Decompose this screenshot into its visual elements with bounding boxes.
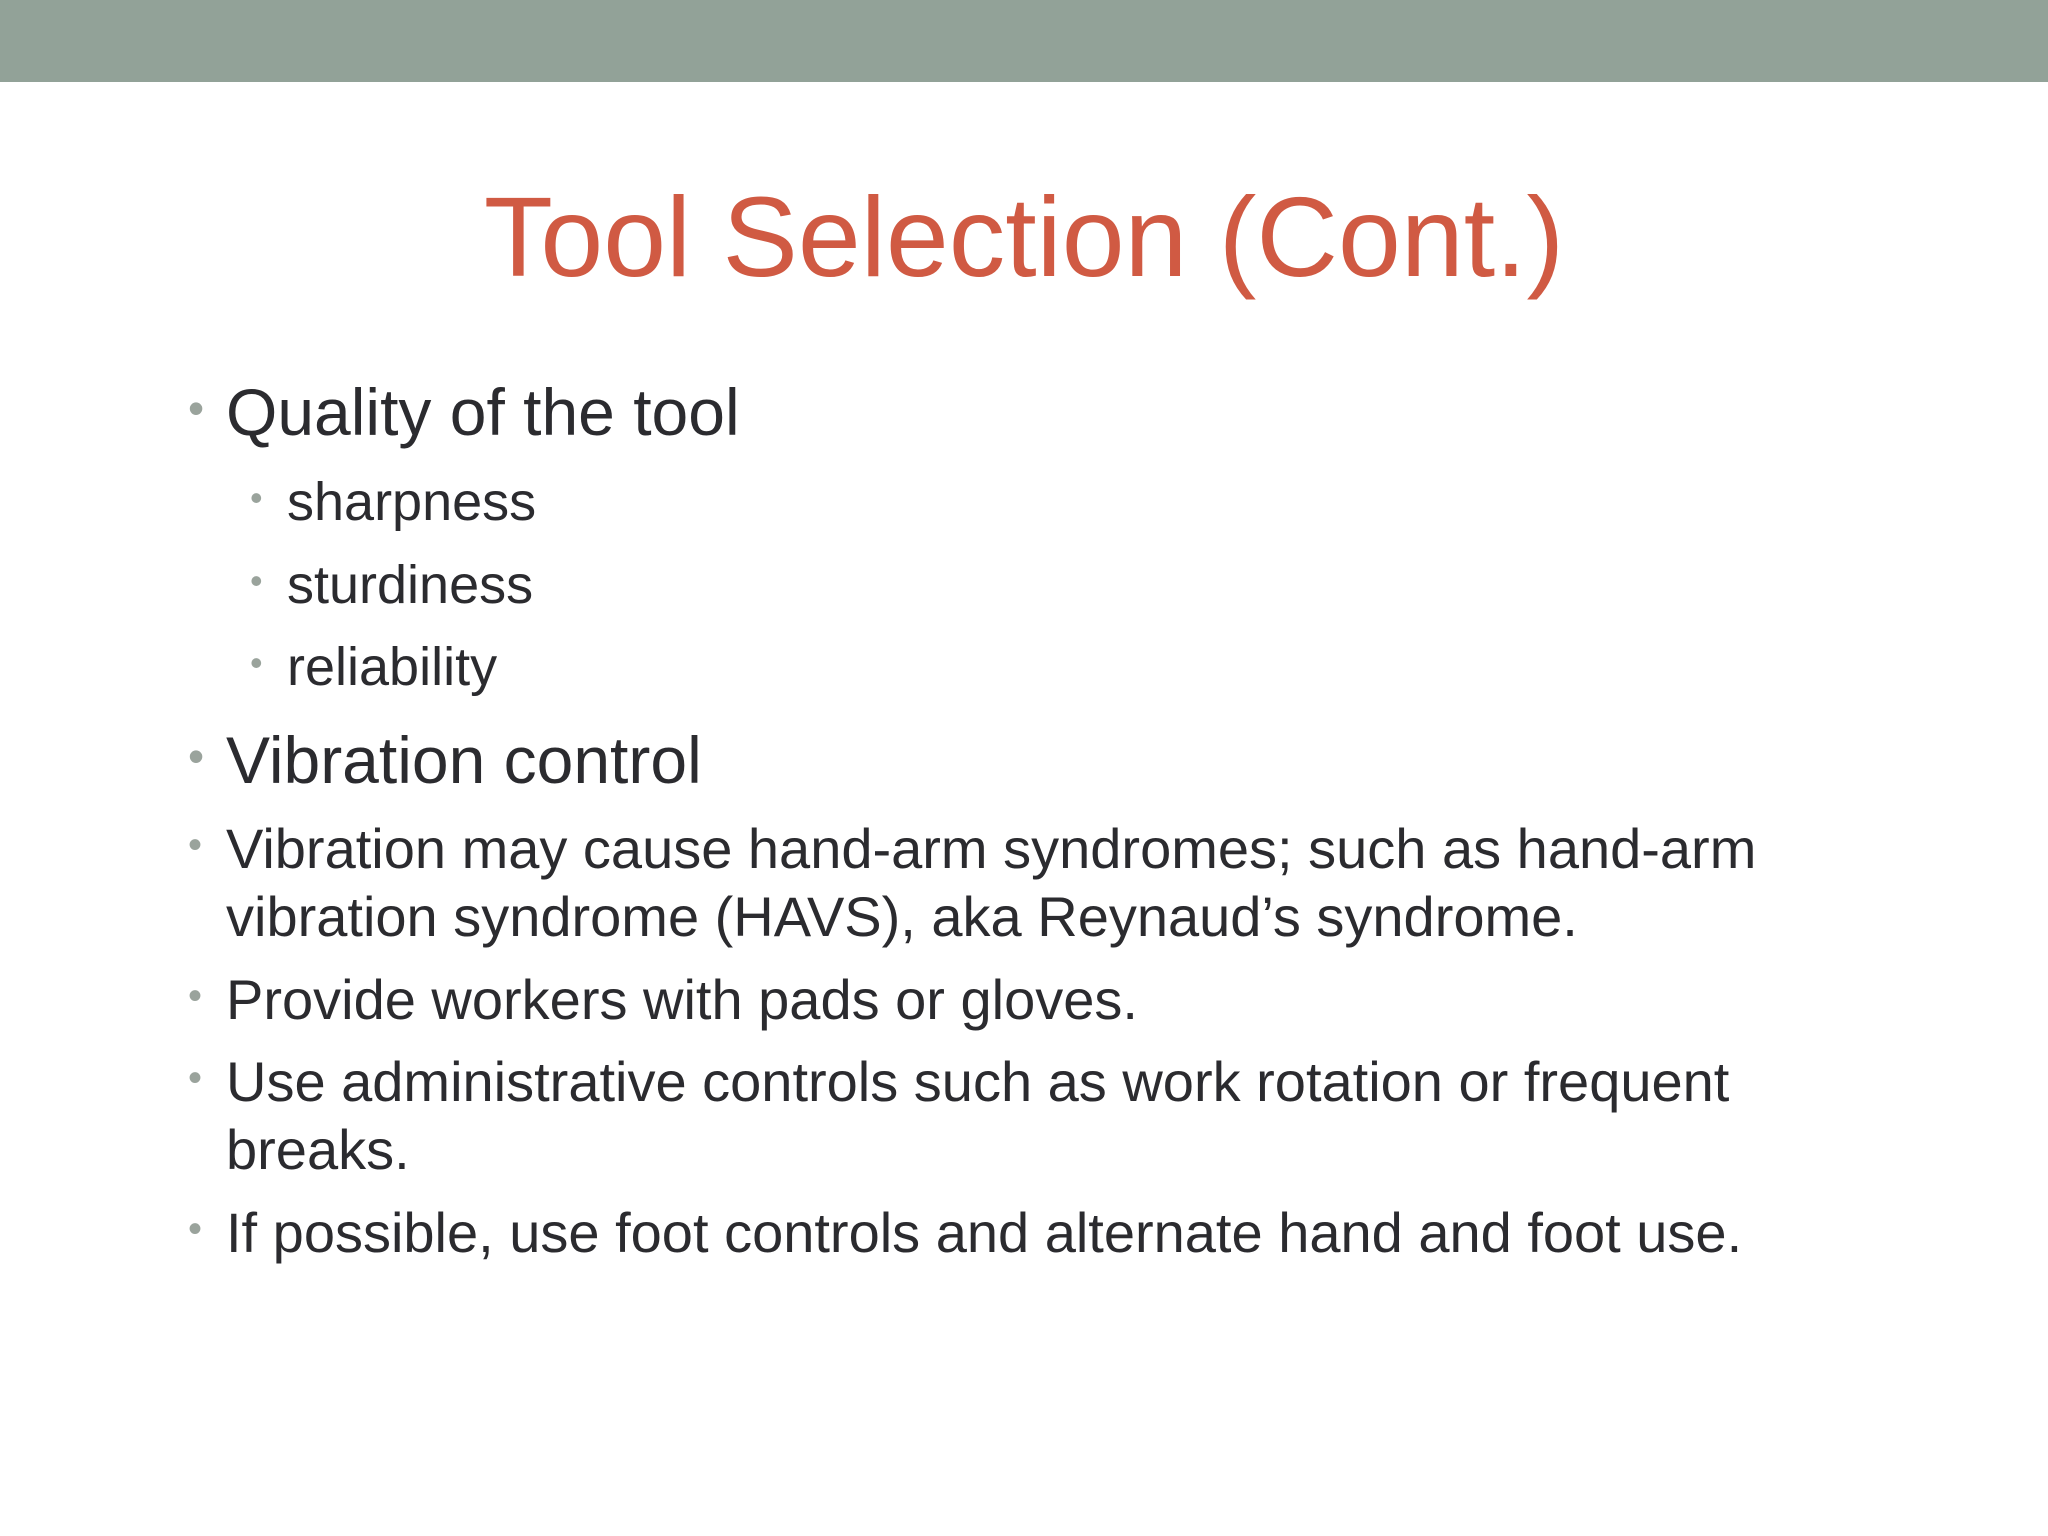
bullet-vibration-syndromes: [188, 815, 1826, 951]
bullet-text: Use administrative controls such as work rotation or frequent breaks.: [226, 1050, 1730, 1181]
bullet-text: sturdiness: [287, 555, 534, 615]
bullet-quality-of-tool: [188, 374, 740, 450]
bullet-pads-gloves: [188, 966, 1826, 1034]
bullet-text: Vibration may cause hand-arm syndromes; such as hand-arm vibration syndrome (HAVS), aka Reynaud’s syndrome.: [226, 817, 1757, 948]
bullet-dot-icon: •: [250, 477, 263, 518]
slide-title: Tool Selection (Cont.): [483, 174, 1565, 300]
bullet-dot-icon: •: [188, 974, 203, 1018]
bullet-vibration-control: [188, 722, 702, 798]
bullet-text: If possible, use foot controls and alternate hand and foot use.: [226, 1201, 1743, 1264]
sub-bullet-sturdiness: [250, 554, 534, 616]
bullet-text: Vibration control: [226, 723, 702, 797]
bullet-text: Quality of the tool: [226, 375, 740, 449]
sub-bullet-sharpness: [250, 471, 537, 533]
bullet-dot-icon: •: [188, 1056, 203, 1100]
bullet-dot-icon: •: [188, 823, 203, 867]
bullet-administrative-controls: [188, 1048, 1826, 1184]
bullet-dot-icon: •: [188, 1207, 203, 1251]
bullet-text: sharpness: [287, 472, 537, 532]
bullet-foot-controls: [188, 1199, 1826, 1267]
bullet-text: Provide workers with pads or gloves.: [226, 968, 1138, 1031]
bullet-dot-icon: •: [250, 642, 263, 683]
bullet-dot-icon: •: [250, 560, 263, 601]
bullet-dot-icon: •: [188, 730, 205, 782]
sub-bullet-reliability: [250, 636, 498, 698]
top-accent-band: [0, 0, 2048, 82]
bullet-text: reliability: [287, 637, 498, 697]
bullet-dot-icon: •: [188, 382, 205, 434]
